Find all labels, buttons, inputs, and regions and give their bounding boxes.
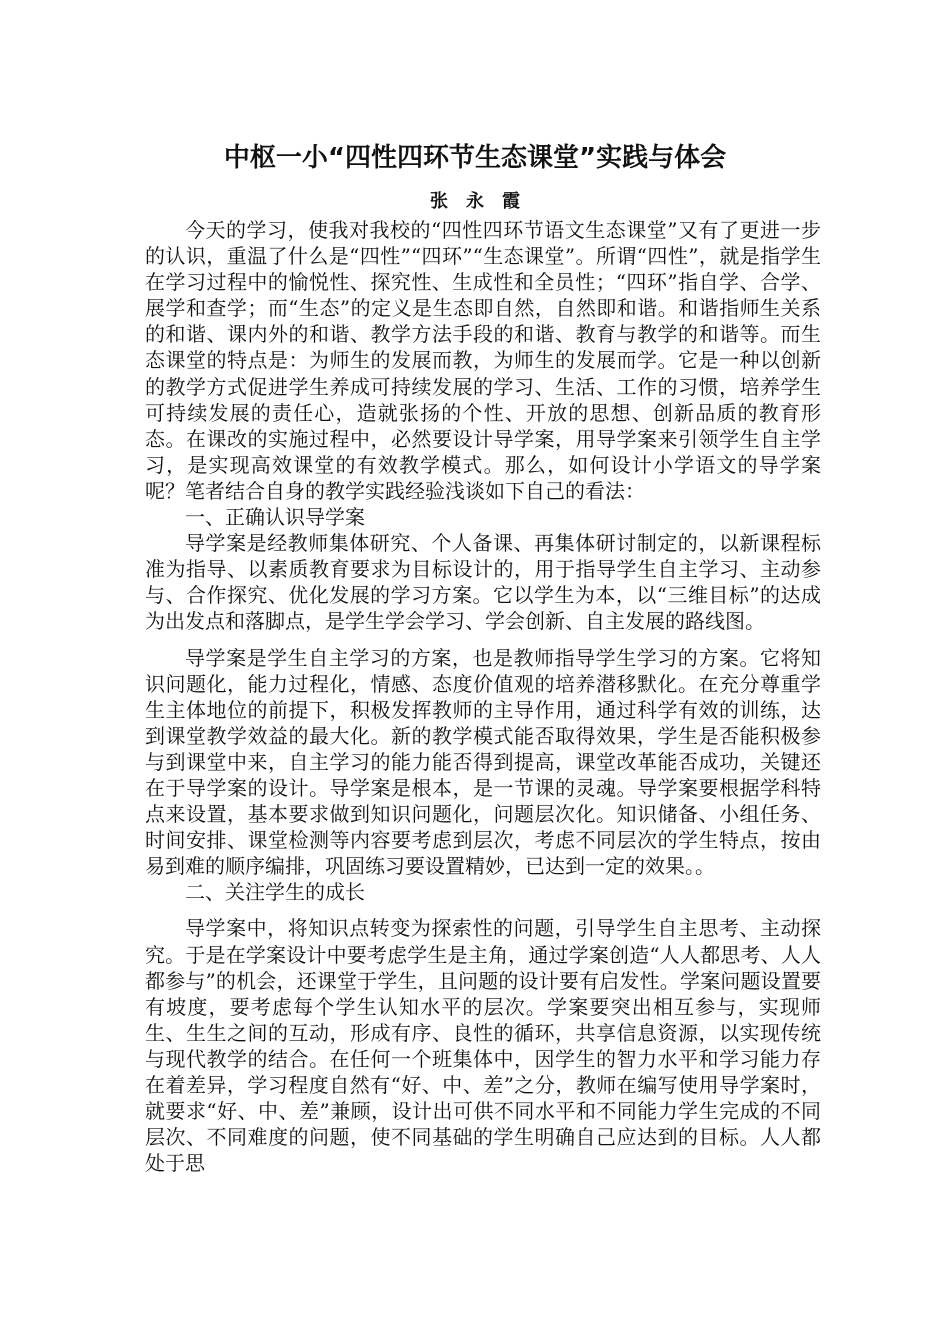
paragraph-intro: 今天的学习，使我对我校的“四性四环节语文生态课堂”又有了更进一步的认识，重温了什么是“四性”“四环”“生态课堂”。所谓“四性”，就是指学生在学习过程中的愉悦性、探究性、生成性和全员性；“四环”指自学、合学、展学和查学；而“生态”的定义是生态即自然，自然即和谐。和谐指师生关系的和谐、课内外的和谐、教学方法手段的和谐、教育与教学的和谐等。而生态课堂的特点是：为师生的发展而教，为师生的发展而学。它是一种以创新的教学方式促进学生养成可持续发展的学习、生活、工作的习惯，培养学生可持续发展的责任心，造就张扬的个性、开放的思想、创新品质的教育形态。在课改的实施过程中，必然要设计导学案，用导学案来引领学生自主学习，是实现高效课堂的有效教学模式。那么，如何设计小学语文的导学案呢？笔者结合自身的教学实践经验浅谈如下自己的看法： [145,218,821,503]
paragraph-section1-a: 导学案是经教师集体研究、个人备课、再集体研讨制定的，以新课程标准为指导、以素质教育要求为目标设计的，用于指导学生自主学习、主动参与、合作探究、优化发展的学习方案。它以学生为本，以“三维目标”的达成为出发点和落脚点，是学生学会学习、学会创新、自主发展的路线图。 [145,531,821,634]
document-body [145,217,821,1176]
paragraph-section1-b: 导学案是学生自主学习的方案，也是教师指导学生学习的方案。它将知识问题化，能力过程化，情感、态度价值观的培养潜移默化。在充分尊重学生主体地位的前提下，积极发挥教师的主导作用，通过科学有效的训练，达到课堂教学效益的最大化。新的教学模式能否取得效果，学生是否能积极参与到课堂中来，自主学习的能力能否得到提高，课堂改革能否成功，关键还在于导学案的设计。导学案是根本，是一节课的灵魂。导学案要根据学科特点来设置，基本要求做到知识问题化，问题层次化。知识储备、小组任务、时间安排、课堂检测等内容要考虑到层次，考虑不同层次的学生特点，按由易到难的顺序编排，巩固练习要设置精妙，已达到一定的效果。。 [145,645,821,879]
section-heading-1: 一、正确认识导学案 [185,505,365,530]
author-name: 张永霞 [430,191,538,212]
paragraph-section2-a: 导学案中，将知识点转变为探索性的问题，引导学生自主思考、主动探究。于是在学案设计中要考虑学生是主角，通过学案创造“人人都思考、人人都参与”的机会，还课堂于学生，且问题的设计要有启发性。学案问题设置要有坡度，要考虑每个学生认知水平的层次。学案要突出相互参与，实现师生、生生之间的互动，形成有序、良性的循环，共享信息资源，以实现传统与现代教学的结合。在任何一个班集体中，因学生的智力水平和学习能力存在着差异，学习程度自然有“好、中、差”之分，教师在编写使用导学案时，就要求“好、中、差”兼顾，设计出可供不同水平和不同能力学生完成的不同层次、不同难度的问题，使不同基础的学生明确自己应达到的目标。人人都处于思 [145,916,821,1176]
document-title: 中枢一小“四性四环节生态课堂”实践与体会 [223,143,727,173]
section-heading-2: 二、关注学生的成长 [185,880,365,905]
